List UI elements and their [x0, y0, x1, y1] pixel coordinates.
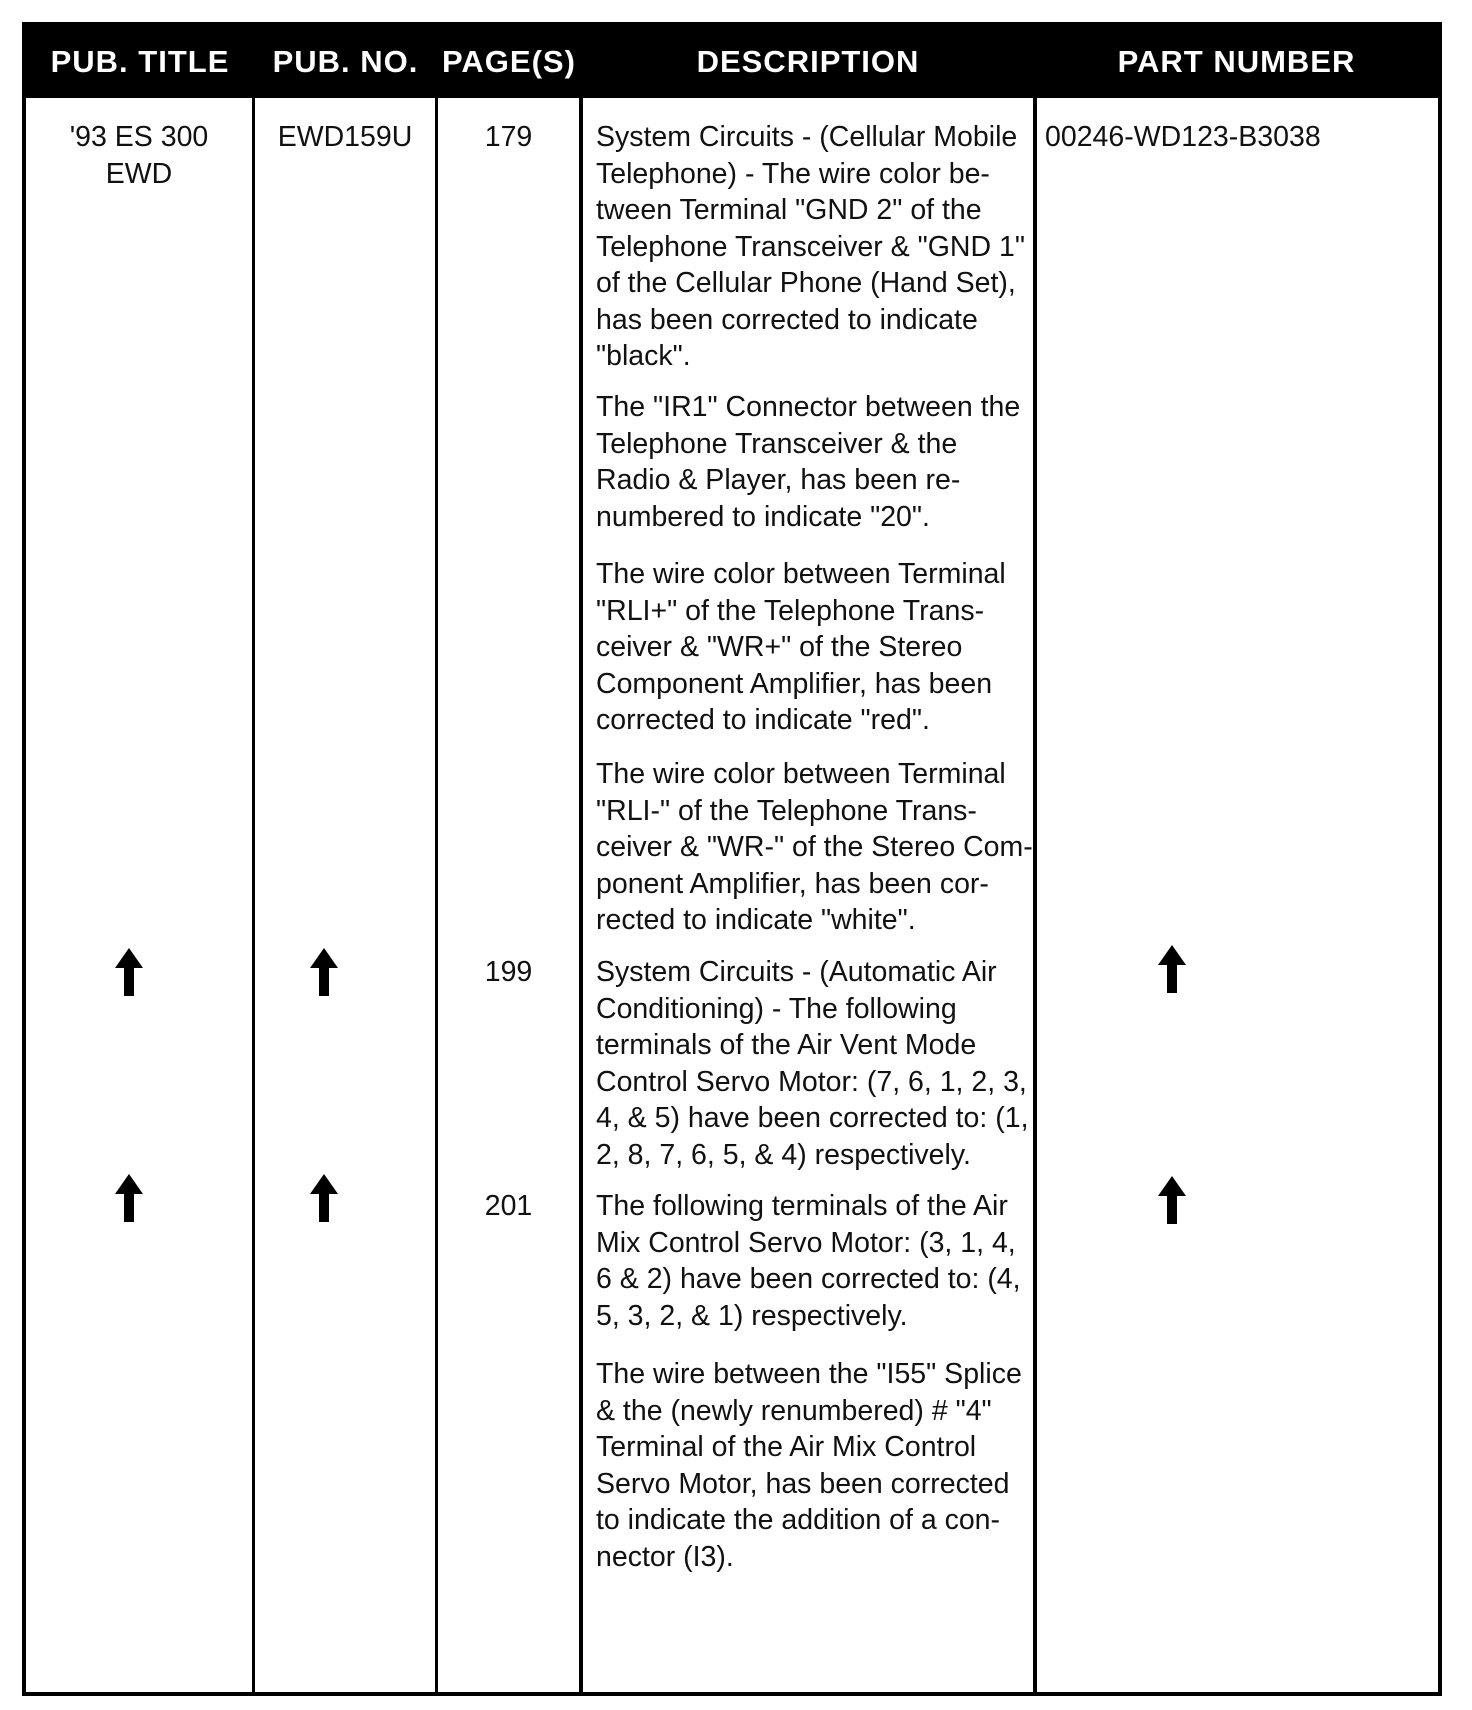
- up-arrow-icon: [114, 1174, 144, 1222]
- column-divider: [1033, 26, 1037, 1692]
- cell-description-paragraph: System Circuits - (Automatic Air Conditioning) - The following terminals of the Air Vent Mode Control Servo Motor: (7, 6, 1, 2, 3, 4, & 5) have been corrected to: (1, 2, 8, 7, 6, 5, & 4) respectively.: [596, 956, 1029, 1171]
- cell-page: 199: [484, 956, 533, 988]
- up-arrow-icon: [1157, 945, 1187, 993]
- cell-page: 179: [484, 121, 533, 153]
- cell-pub-title: '93 ES 300 EWD: [69, 121, 209, 190]
- column-divider: [435, 26, 438, 1692]
- cell-description-paragraph: The "IR1" Connector between the Telephone Transceiver & the Radio & Player, has been re- numbered to indicate "20".: [596, 391, 1021, 533]
- cell-description-paragraph: The wire color between Terminal "RLI+" of the Telephone Trans- ceiver & "WR+" of the Stereo Component Amplifier, has been corrected to indicate "red".: [596, 558, 1006, 736]
- cell-description-paragraph: System Circuits - (Cellular Mobile Telephone) - The wire color be- tween Terminal "GND 2" of the Telephone Transceiver & "GND 1" of the Cellular Phone (Hand Set), has been corrected to indicate "black".: [596, 121, 1025, 372]
- column-divider: [252, 26, 255, 1692]
- header-pub-title: PUB. TITLE: [50, 44, 230, 79]
- up-arrow-icon: [1157, 1176, 1187, 1224]
- header-pages: PAGE(S): [442, 44, 576, 79]
- header-description: DESCRIPTION: [696, 44, 920, 79]
- column-divider: [579, 26, 583, 1692]
- cell-description-paragraph: The wire between the "I55" Splice & the (newly renumbered) # "4" Terminal of the Air Mix Control Servo Motor, has been corrected to indicate the addition of a con- nector (I3).: [596, 1358, 1022, 1573]
- up-arrow-icon: [114, 948, 144, 996]
- cell-part-number: 00246-WD123-B3038: [1045, 121, 1321, 153]
- up-arrow-icon: [309, 948, 339, 996]
- header-pub-no: PUB. NO.: [272, 44, 419, 79]
- header-part-number: PART NUMBER: [1117, 44, 1356, 79]
- cell-page: 201: [484, 1190, 533, 1222]
- up-arrow-icon: [309, 1174, 339, 1222]
- cell-description-paragraph: The following terminals of the Air Mix Control Servo Motor: (3, 1, 4, 6 & 2) have been corrected to: (4, 5, 3, 2, & 1) respectively.: [596, 1190, 1021, 1332]
- cell-description-paragraph: The wire color between Terminal "RLI-" of the Telephone Trans- ceiver & "WR-" of the Stereo Com- ponent Amplifier, has been cor- rected to indicate "white".: [596, 758, 1033, 936]
- revision-table: [22, 22, 1442, 1696]
- table-header: [26, 26, 1438, 98]
- cell-pub-no: EWD159U: [277, 121, 413, 153]
